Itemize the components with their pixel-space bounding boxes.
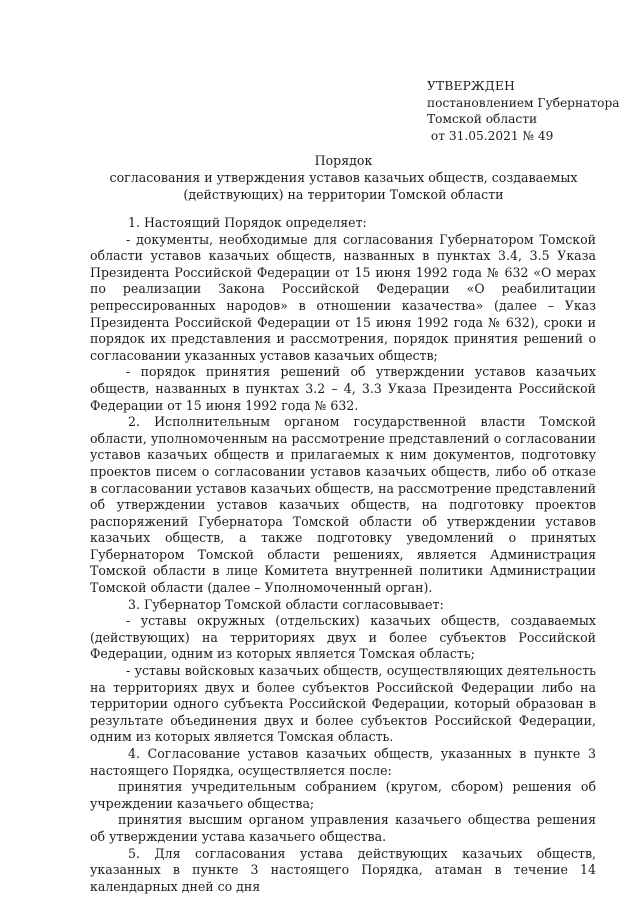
approval-stamp [427, 78, 620, 144]
paragraph-3-item-2: - уставы войсковых казачьих обществ, осуществляющих деятельность на территориях двух и более субъектов Российской Федерации либо на территории одного субъекта Российской Федерации, который образован в результате объединения двух и более субъектов Российской Федерации, одним из которых является Томская область. [90, 663, 596, 745]
approval-line-approved: УТВЕРЖДЕН [427, 79, 515, 93]
document-body [90, 215, 596, 895]
approval-line-decree: постановлением Губернатора [427, 95, 620, 110]
paragraph-1-item-1: - документы, необходимые для согласования Губернатором Томской области уставов казачьих обществ, названных в пунктах 3.4, 3.5 Указа Президента Российской Федерации от 15 июня 1992 года № 632 «О мерах по реализации Закона Российской Федерации «О реабилитации репрессированных народов» в отношении казачества» (далее – Указ Президента Российской Федерации от 15 июня 1992 года № 632), сроки и порядок их представления и рассмотрения, порядок принятия решений о согласовании указанных уставов казачьих обществ; [90, 231, 596, 363]
document-title [92, 152, 595, 203]
title-heading: Порядок [314, 153, 373, 168]
paragraph-4: 4. Согласование уставов казачьих обществ, указанных в пункте 3 настоящего Порядка, осуществляется после: [90, 746, 596, 778]
title-line-3: (действующих) на территории Томской области [183, 187, 504, 202]
paragraph-5: 5. Для согласования устава действующих казачьих обществ, указанных в пункте 3 настоящего Порядка, атаман в течение 14 календарных дней со дня [90, 845, 596, 894]
approval-line-date-number: от 31.05.2021 № 49 [427, 128, 554, 143]
paragraph-1-item-2: - порядок принятия решений об утверждении уставов казачьих обществ, названных в пунктах 3.2 – 4, 3.3 Указа Президента Российской Федерации от 15 июня 1992 года № 632. [90, 364, 596, 413]
paragraph-2: 2. Исполнительным органом государственной власти Томской области, уполномоченным на рассмотрение представлений о согласовании уставов казачьих обществ и прилагаемых к ним документов, подготовку проектов писем о согласовании уставов казачьих обществ, либо об отказе в согласовании уставов казачьих обществ, на рассмотрение представлений об утверждении уставов казачьих обществ, на подготовку проектов распоряжений Губернатора Томской области об утверждении уставов казачьих обществ, а также подготовку уведомлений о принятых Губернатором Томской области решениях, является Администрация Томской области в лице Комитета внутренней политики Администрации Томской области (далее – Уполномоченный орган). [90, 414, 596, 596]
paragraph-1: 1. Настоящий Порядок определяет: [128, 215, 367, 230]
paragraph-4-item-2: принятия высшим органом управления казачьего общества решения об утверждении устава казачьего общества. [90, 812, 596, 844]
paragraph-3: 3. Губернатор Томской области согласовывает: [128, 596, 444, 612]
approval-line-region: Томской области [427, 112, 538, 126]
paragraph-3-item-1: - уставы окружных (отдельских) казачьих обществ, создаваемых (действующих) на территориях двух и более субъектов Российской Федерации, одним из которых является Томская область; [90, 613, 596, 662]
paragraph-4-item-1: принятия учредительным собранием (кругом, сбором) решения об учреждении казачьего общества; [90, 779, 596, 811]
title-line-2: согласования и утверждения уставов казачьих обществ, создаваемых [109, 170, 578, 185]
